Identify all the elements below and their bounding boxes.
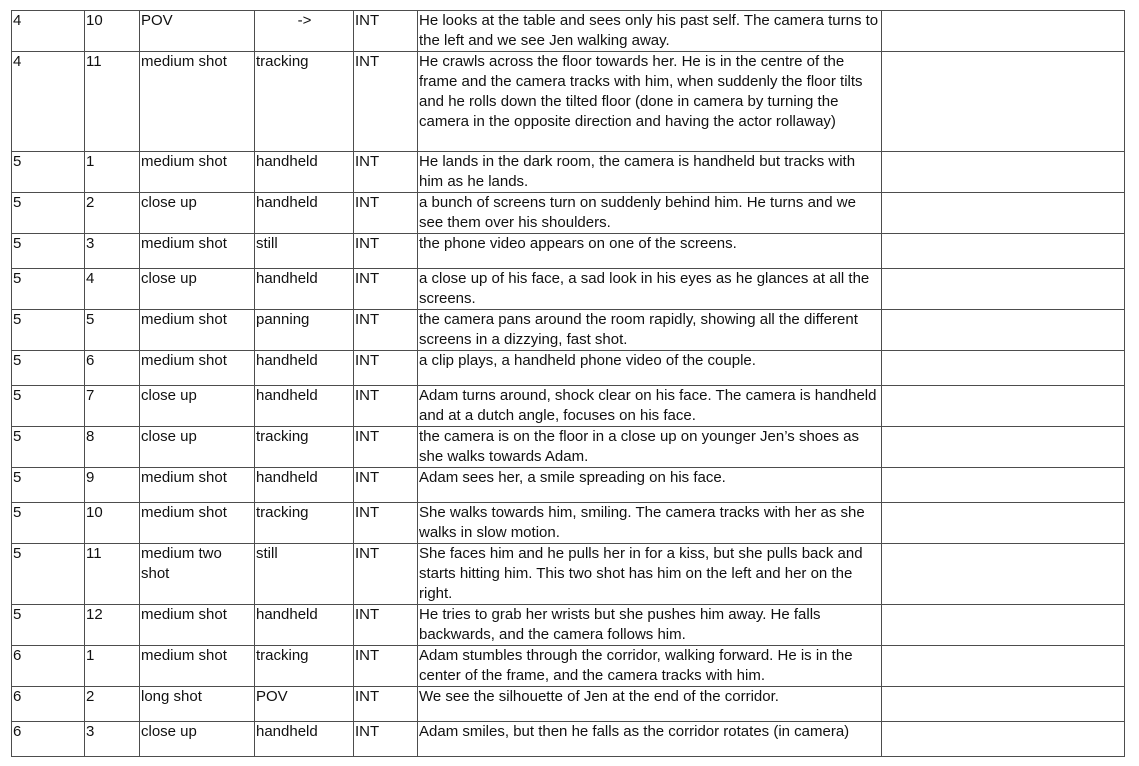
location-cell: INT	[354, 386, 418, 427]
notes-cell	[882, 544, 1125, 605]
scene-cell: 6	[12, 687, 85, 722]
notes-cell	[882, 427, 1125, 468]
shot-number-cell: 1	[85, 152, 140, 193]
scene-cell: 6	[12, 646, 85, 687]
location-cell: INT	[354, 269, 418, 310]
notes-cell	[882, 310, 1125, 351]
camera-movement-cell: handheld	[255, 351, 354, 386]
shot-type-cell: close up	[140, 722, 255, 757]
shot-type-cell: close up	[140, 427, 255, 468]
table-row	[12, 722, 1125, 757]
shot-number-cell: 6	[85, 351, 140, 386]
location-cell: INT	[354, 722, 418, 757]
shot-type-cell: medium shot	[140, 503, 255, 544]
shot-number-cell: 9	[85, 468, 140, 503]
camera-movement-cell: handheld	[255, 722, 354, 757]
notes-cell	[882, 386, 1125, 427]
description-cell: She walks towards him, smiling. The camera tracks with her as she walks in slow motion.	[418, 503, 882, 544]
camera-movement-cell: still	[255, 544, 354, 605]
table-row	[12, 52, 1125, 152]
description-cell: Adam stumbles through the corridor, walking forward. He is in the center of the frame, and the camera tracks with him.	[418, 646, 882, 687]
camera-movement-cell: still	[255, 234, 354, 269]
camera-movement-cell: panning	[255, 310, 354, 351]
location-cell: INT	[354, 234, 418, 269]
shot-type-cell: medium shot	[140, 234, 255, 269]
shot-number-cell: 10	[85, 503, 140, 544]
shot-number-cell: 3	[85, 234, 140, 269]
location-cell: INT	[354, 605, 418, 646]
description-cell: Adam smiles, but then he falls as the corridor rotates (in camera)	[418, 722, 882, 757]
description-cell: the camera is on the floor in a close up on younger Jen’s shoes as she walks towards Adam.	[418, 427, 882, 468]
location-cell: INT	[354, 52, 418, 152]
description-cell: He tries to grab her wrists but she pushes him away. He falls backwards, and the camera follows him.	[418, 605, 882, 646]
scene-cell: 6	[12, 722, 85, 757]
scene-cell: 5	[12, 269, 85, 310]
shot-number-cell: 1	[85, 646, 140, 687]
camera-movement-cell: ->	[255, 11, 354, 52]
scene-cell: 5	[12, 152, 85, 193]
notes-cell	[882, 722, 1125, 757]
shot-number-cell: 11	[85, 544, 140, 605]
shot-type-cell: medium shot	[140, 310, 255, 351]
camera-movement-cell: tracking	[255, 52, 354, 152]
description-cell: a bunch of screens turn on suddenly behind him. He turns and we see them over his shoulders.	[418, 193, 882, 234]
table-row	[12, 605, 1125, 646]
camera-movement-cell: tracking	[255, 646, 354, 687]
notes-cell	[882, 193, 1125, 234]
camera-movement-cell: tracking	[255, 427, 354, 468]
scene-cell: 4	[12, 11, 85, 52]
shot-number-cell: 5	[85, 310, 140, 351]
notes-cell	[882, 269, 1125, 310]
notes-cell	[882, 52, 1125, 152]
description-cell: the phone video appears on one of the screens.	[418, 234, 882, 269]
location-cell: INT	[354, 427, 418, 468]
location-cell: INT	[354, 351, 418, 386]
shot-number-cell: 7	[85, 386, 140, 427]
scene-cell: 5	[12, 427, 85, 468]
description-cell: He lands in the dark room, the camera is handheld but tracks with him as he lands.	[418, 152, 882, 193]
shot-type-cell: medium shot	[140, 52, 255, 152]
scene-cell: 5	[12, 468, 85, 503]
camera-movement-cell: POV	[255, 687, 354, 722]
notes-cell	[882, 11, 1125, 52]
camera-movement-cell: handheld	[255, 152, 354, 193]
notes-cell	[882, 152, 1125, 193]
notes-cell	[882, 503, 1125, 544]
camera-movement-cell: handheld	[255, 269, 354, 310]
description-cell: He looks at the table and sees only his past self. The camera turns to the left and we see Jen walking away.	[418, 11, 882, 52]
shot-type-cell: POV	[140, 11, 255, 52]
shot-number-cell: 2	[85, 687, 140, 722]
location-cell: INT	[354, 11, 418, 52]
description-cell: a clip plays, a handheld phone video of the couple.	[418, 351, 882, 386]
table-row	[12, 351, 1125, 386]
table-row	[12, 468, 1125, 503]
shot-number-cell: 12	[85, 605, 140, 646]
table-row	[12, 152, 1125, 193]
description-cell: a close up of his face, a sad look in his eyes as he glances at all the screens.	[418, 269, 882, 310]
table-row	[12, 269, 1125, 310]
location-cell: INT	[354, 193, 418, 234]
scene-cell: 5	[12, 351, 85, 386]
notes-cell	[882, 687, 1125, 722]
notes-cell	[882, 605, 1125, 646]
location-cell: INT	[354, 310, 418, 351]
table-row	[12, 234, 1125, 269]
notes-cell	[882, 646, 1125, 687]
scene-cell: 5	[12, 605, 85, 646]
shot-type-cell: medium shot	[140, 152, 255, 193]
table-row	[12, 427, 1125, 468]
shot-number-cell: 11	[85, 52, 140, 152]
shot-number-cell: 8	[85, 427, 140, 468]
table-row	[12, 386, 1125, 427]
description-cell: Adam turns around, shock clear on his face. The camera is handheld and at a dutch angle, focuses on his face.	[418, 386, 882, 427]
location-cell: INT	[354, 646, 418, 687]
notes-cell	[882, 234, 1125, 269]
scene-cell: 5	[12, 544, 85, 605]
description-cell: He crawls across the floor towards her. He is in the centre of the frame and the camera tracks with him, when suddenly the floor tilts and he rolls down the tilted floor (done in camera by turning the camera in the opposite direction and having the actor rollaway)	[418, 52, 882, 152]
table-row	[12, 310, 1125, 351]
scene-cell: 5	[12, 503, 85, 544]
table-row	[12, 11, 1125, 52]
shot-number-cell: 10	[85, 11, 140, 52]
location-cell: INT	[354, 468, 418, 503]
scene-cell: 4	[12, 52, 85, 152]
location-cell: INT	[354, 503, 418, 544]
table-row	[12, 687, 1125, 722]
location-cell: INT	[354, 152, 418, 193]
table-row	[12, 544, 1125, 605]
description-cell: the camera pans around the room rapidly, showing all the different screens in a dizzying, fast shot.	[418, 310, 882, 351]
shot-number-cell: 2	[85, 193, 140, 234]
shot-number-cell: 4	[85, 269, 140, 310]
scene-cell: 5	[12, 386, 85, 427]
scene-cell: 5	[12, 310, 85, 351]
camera-movement-cell: tracking	[255, 503, 354, 544]
location-cell: INT	[354, 544, 418, 605]
table-row	[12, 193, 1125, 234]
camera-movement-cell: handheld	[255, 605, 354, 646]
camera-movement-cell: handheld	[255, 386, 354, 427]
shot-type-cell: medium shot	[140, 646, 255, 687]
scene-cell: 5	[12, 193, 85, 234]
camera-movement-cell: handheld	[255, 193, 354, 234]
description-cell: Adam sees her, a smile spreading on his face.	[418, 468, 882, 503]
shot-type-cell: medium shot	[140, 468, 255, 503]
table-row	[12, 646, 1125, 687]
shot-type-cell: close up	[140, 386, 255, 427]
shot-list-table	[11, 10, 1125, 757]
description-cell: She faces him and he pulls her in for a kiss, but she pulls back and starts hitting him. This two shot has him on the left and her on the right.	[418, 544, 882, 605]
camera-movement-cell: handheld	[255, 468, 354, 503]
description-cell: We see the silhouette of Jen at the end of the corridor.	[418, 687, 882, 722]
table-row	[12, 503, 1125, 544]
location-cell: INT	[354, 687, 418, 722]
shot-type-cell: close up	[140, 193, 255, 234]
shot-number-cell: 3	[85, 722, 140, 757]
shot-type-cell: close up	[140, 269, 255, 310]
notes-cell	[882, 351, 1125, 386]
shot-type-cell: medium shot	[140, 605, 255, 646]
shot-type-cell: medium two shot	[140, 544, 255, 605]
shot-type-cell: long shot	[140, 687, 255, 722]
notes-cell	[882, 468, 1125, 503]
shot-type-cell: medium shot	[140, 351, 255, 386]
scene-cell: 5	[12, 234, 85, 269]
